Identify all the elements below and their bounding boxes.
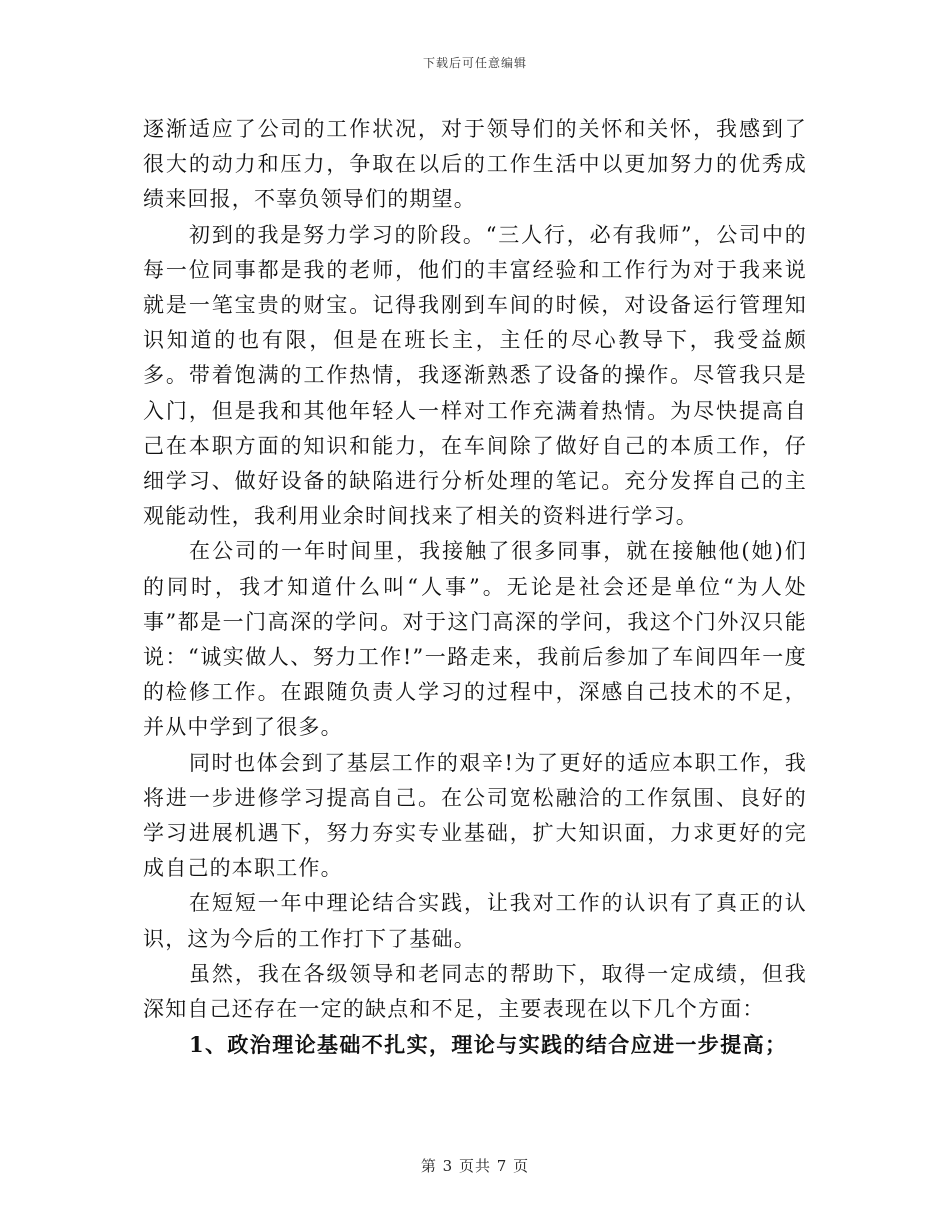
page-footer: 第 3 页共 7 页: [420, 1157, 530, 1175]
paragraph-continuation: 逐渐适应了公司的工作状况，对于领导们的关怀和关怀，我感到了很大的动力和压力，争取在以后的工作生活中以更加努力的优秀成绩来回报，不辜负领导们的期望。: [143, 117, 807, 212]
document-body: [143, 112, 807, 1062]
list-item-political-theory: 1、政治理论基础不扎实，理论与实践的结合应进一步提高；: [189, 1032, 788, 1058]
paragraph-theory-practice: 在短短一年中理论结合实践，让我对工作的认识有了真正的认识，这为今后的工作打下了基础。: [143, 891, 807, 951]
paragraph-shortcomings: 虽然，我在各级领导和老同志的帮助下，取得一定成绩，但我深知自己还存在一定的缺点和不足，主要表现在以下几个方面：: [143, 961, 807, 1022]
paragraph-learning-stage: 初到的我是努力学习的阶段。“三人行，必有我师”，公司中的每一位同事都是我的老师，他们的丰富经验和工作行为对于我来说就是一笔宝贵的财宝。记得我刚到车间的时候，对设备运行管理知识知道的也有限，但是在班长主，主任的尽心教导下，我受益颇多。带着饱满的工作热情，我逐渐熟悉了设备的操作。尽管我只是入门，但是我和其他年轻人一样对工作充满着热情。为尽快提高自己在本职方面的知识和能力，在车间除了做好自己的本质工作，仔细学习、做好设备的缺陷进行分析处理的笔记。充分发挥自己的主观能动性，我利用业余时间找来了相关的资料进行学习。: [143, 222, 807, 529]
paragraph-hardship: 同时也体会到了基层工作的艰辛!为了更好的适应本职工作，我将进一步进修学习提高自己。在公司宽松融洽的工作氛围、良好的学习进展机遇下，努力夯实专业基础，扩大知识面，力求更好的完成自己的本职工作。: [143, 750, 807, 881]
page-header: 下载后可任意编辑: [422, 56, 527, 70]
paragraph-colleagues: 在公司的一年时间里，我接触了很多同事，就在接触他(她)们的同时，我才知道什么叫“人事”。无论是社会还是单位“为人处事”都是一门高深的学问。对于这门高深的学问，我这个门外汉只能说：“诚实做人、努力工作!”一路走来，我前后参加了车间四年一度的检修工作。在跟随负责人学习的过程中，深感自己技术的不足，并从中学到了很多。: [143, 539, 807, 740]
